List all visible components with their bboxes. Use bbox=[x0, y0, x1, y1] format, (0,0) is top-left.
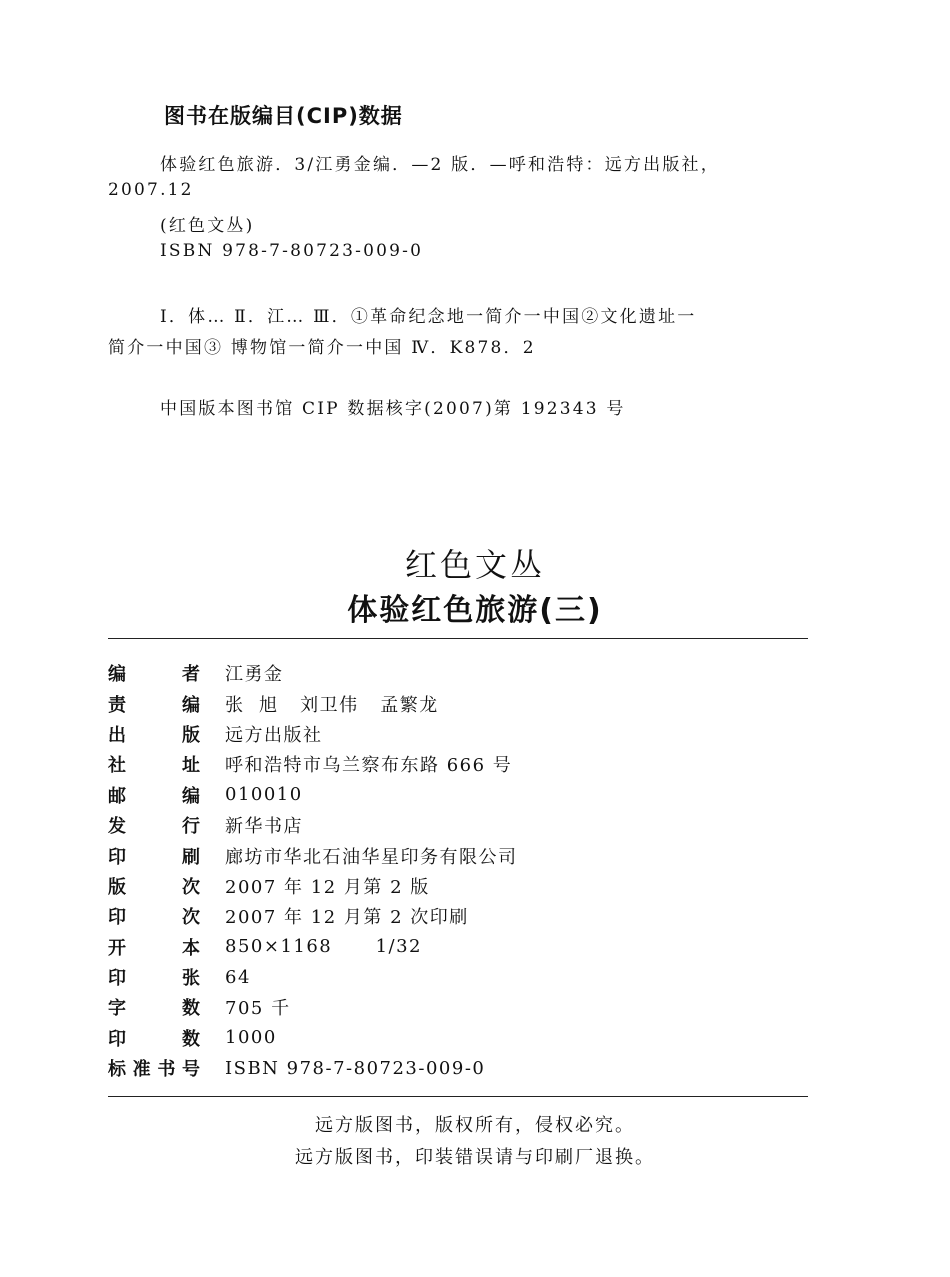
info-row bbox=[108, 992, 808, 1022]
info-label bbox=[108, 812, 200, 838]
info-value: 64 bbox=[225, 966, 251, 988]
info-row bbox=[108, 901, 808, 931]
info-label-char: 编 bbox=[182, 694, 200, 716]
return-notice: 远方版图书，印装错误请与印刷厂退换。 bbox=[295, 1147, 655, 1168]
info-label-char: 标 bbox=[108, 1059, 126, 1081]
info-label-char: 社 bbox=[108, 755, 126, 777]
info-label-char: 邮 bbox=[108, 785, 126, 807]
info-label-char: 版 bbox=[108, 876, 126, 898]
info-label-char: 印 bbox=[108, 846, 126, 868]
cip-record-number: 中国版本图书馆 CIP 数据核字(2007)第 192343 号 bbox=[160, 399, 626, 419]
info-label bbox=[108, 1055, 200, 1081]
info-label-char: 编 bbox=[108, 664, 126, 686]
info-label bbox=[108, 903, 200, 929]
info-label-char: 出 bbox=[108, 724, 126, 746]
info-value: 2007 年 12 月第 2 次印刷 bbox=[225, 907, 469, 929]
info-label-char: 张 bbox=[182, 968, 200, 990]
info-label-char: 址 bbox=[182, 755, 200, 777]
info-label-char: 本 bbox=[182, 937, 200, 959]
info-label-char: 字 bbox=[108, 998, 126, 1020]
info-value: 廊坊市华北石油华星印务有限公司 bbox=[225, 846, 518, 868]
info-value: 1000 bbox=[225, 1027, 277, 1049]
info-value: 张 旭 刘卫伟 孟繁龙 bbox=[225, 694, 439, 716]
info-label-char: 刷 bbox=[182, 846, 200, 868]
info-value: 远方出版社 bbox=[225, 724, 323, 746]
series-title: 红色文丛 bbox=[404, 546, 545, 584]
top-divider bbox=[108, 638, 808, 639]
info-label-char: 次 bbox=[182, 907, 200, 929]
info-value: 新华书店 bbox=[225, 816, 303, 838]
info-label-char: 印 bbox=[108, 907, 126, 929]
publication-info-table bbox=[108, 658, 808, 1083]
info-row bbox=[108, 1023, 808, 1053]
info-label bbox=[108, 782, 200, 808]
info-value: 2007 年 12 月第 2 版 bbox=[225, 876, 430, 898]
cip-entry-line1: 体验红色旅游．3/江勇金编．—2 版．—呼和浩特：远方出版社， bbox=[160, 155, 720, 175]
info-row bbox=[108, 840, 808, 870]
copyright-notice: 远方版图书，版权所有，侵权必究。 bbox=[315, 1115, 635, 1136]
info-label bbox=[108, 721, 200, 747]
info-row bbox=[108, 1053, 808, 1083]
info-label-char: 编 bbox=[182, 785, 200, 807]
cip-isbn: ISBN 978-7-80723-009-0 bbox=[160, 241, 424, 261]
info-label-char: 行 bbox=[182, 816, 200, 838]
info-value: 010010 bbox=[225, 784, 303, 806]
info-value: 850×1168 1/32 bbox=[225, 936, 422, 958]
info-label-char: 责 bbox=[108, 694, 126, 716]
info-label-char: 号 bbox=[181, 1059, 200, 1081]
info-label bbox=[108, 934, 200, 960]
info-label-char: 发 bbox=[108, 816, 126, 838]
info-row bbox=[108, 658, 808, 688]
info-value: 705 千 bbox=[225, 998, 291, 1020]
info-label bbox=[108, 751, 200, 777]
info-label bbox=[108, 691, 200, 717]
cip-heading: 图书在版编目(CIP)数据 bbox=[164, 104, 403, 128]
info-label bbox=[108, 1025, 200, 1051]
info-value: 江勇金 bbox=[225, 664, 284, 686]
info-label bbox=[108, 994, 200, 1020]
info-label-char: 书 bbox=[157, 1059, 176, 1081]
info-label-char: 印 bbox=[108, 968, 126, 990]
info-label-char: 者 bbox=[182, 664, 200, 686]
info-label bbox=[108, 873, 200, 899]
info-row bbox=[108, 688, 808, 718]
info-label-char: 准 bbox=[132, 1059, 151, 1081]
cip-subject-line2: 简介一中国③ 博物馆一简介一中国 Ⅳ．K878．2 bbox=[108, 338, 536, 358]
info-label bbox=[108, 843, 200, 869]
info-row bbox=[108, 810, 808, 840]
info-label-char: 印 bbox=[108, 1028, 126, 1050]
info-value: ISBN 978-7-80723-009-0 bbox=[225, 1057, 486, 1079]
info-row bbox=[108, 749, 808, 779]
bottom-divider bbox=[108, 1096, 808, 1097]
info-label bbox=[108, 964, 200, 990]
info-row bbox=[108, 932, 808, 962]
info-row bbox=[108, 962, 808, 992]
info-label-char: 开 bbox=[108, 937, 126, 959]
info-label-char: 数 bbox=[182, 1028, 200, 1050]
info-row bbox=[108, 780, 808, 810]
info-value: 呼和浩特市乌兰察布东路 666 号 bbox=[225, 755, 513, 777]
info-row bbox=[108, 871, 808, 901]
info-row bbox=[108, 719, 808, 749]
info-label bbox=[108, 660, 200, 686]
cip-entry-line2: 2007.12 bbox=[108, 180, 194, 200]
cip-series: (红色文丛) bbox=[160, 216, 255, 236]
info-label-char: 次 bbox=[182, 876, 200, 898]
info-label-char: 版 bbox=[182, 724, 200, 746]
cip-subject-line1: Ⅰ．体… Ⅱ．江… Ⅲ．①革命纪念地一简介一中国②文化遗址一 bbox=[160, 307, 697, 327]
book-title: 体验红色旅游(三) bbox=[347, 593, 603, 628]
info-label-char: 数 bbox=[182, 998, 200, 1020]
